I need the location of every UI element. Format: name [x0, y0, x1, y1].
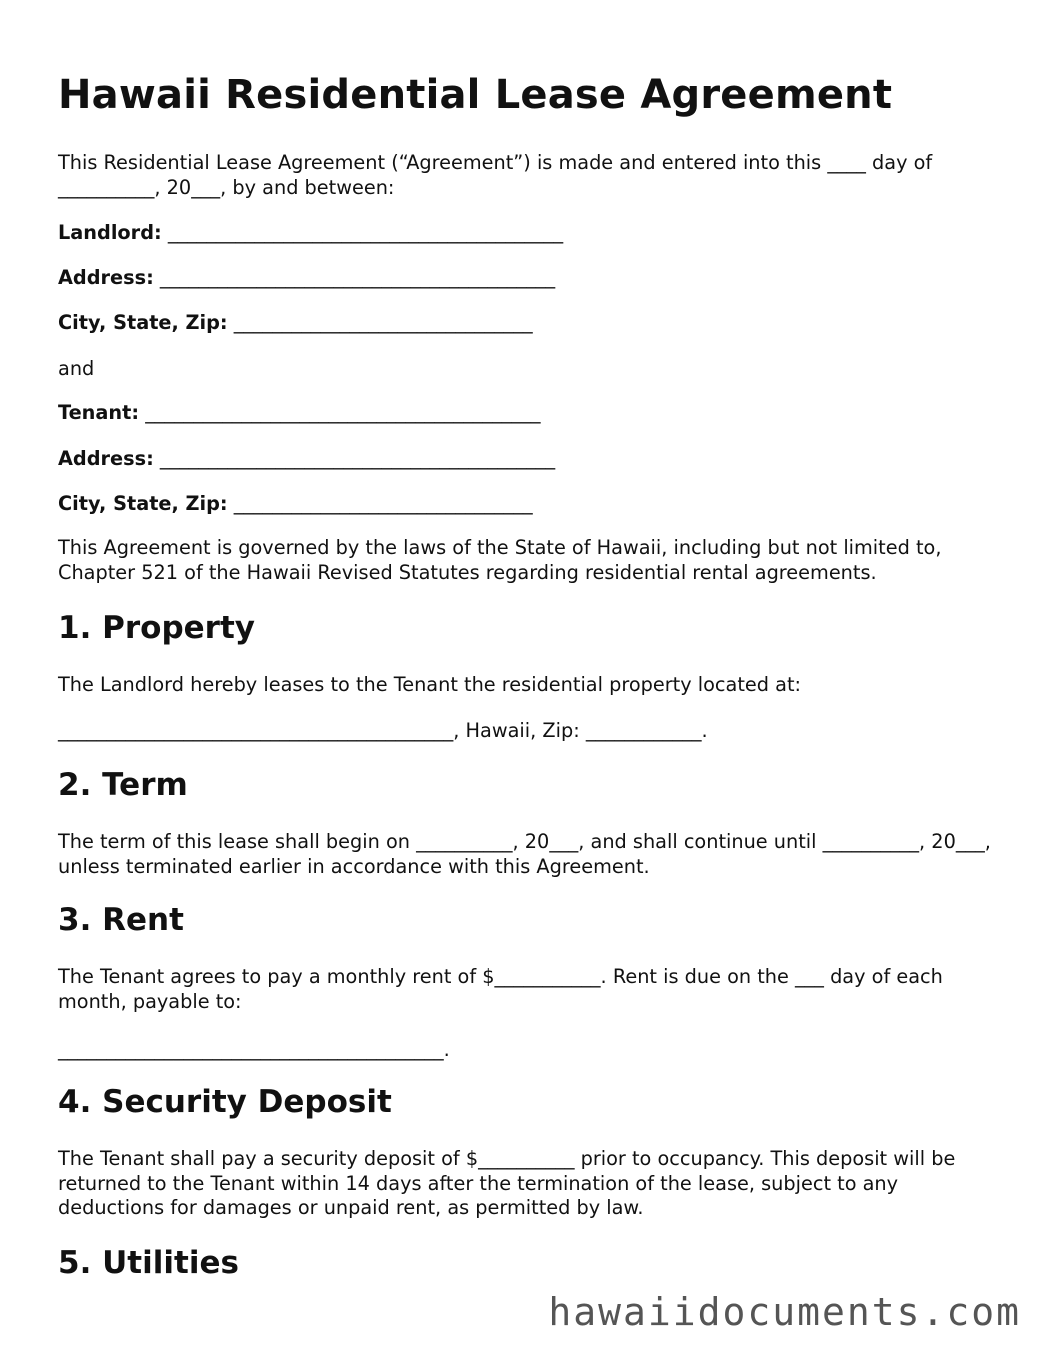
section-rent-heading: 3. Rent	[58, 902, 184, 938]
section-property-heading: 1. Property	[58, 610, 255, 646]
landlord-name-blank: _________________________________________	[167, 221, 564, 244]
landlord-city-state-zip-field	[58, 311, 533, 335]
tenant-name-label: Tenant:	[58, 401, 140, 424]
section-utilities-heading: 5. Utilities	[58, 1245, 239, 1281]
governing-law-paragraph: This Agreement is governed by the laws of the State of Hawaii, including but not limited to, Chapter 521 of the Hawaii Revised Statutes regarding residential rental agreements.	[58, 536, 942, 584]
landlord-address-label: Address:	[58, 266, 154, 289]
landlord-name-label: Landlord:	[58, 221, 162, 244]
tenant-city-state-zip-field	[58, 492, 533, 516]
landlord-name-field	[58, 221, 563, 245]
landlord-address-field	[58, 266, 555, 290]
tenant-name-field	[58, 401, 540, 425]
section-term-heading: 2. Term	[58, 767, 188, 803]
landlord-csz-blank: _______________________________	[233, 311, 533, 334]
section-term-text: The term of this lease shall begin on __________, 20___, and shall continue until __________, 20___, unless terminated earlier in accordance with this Agreement.	[58, 830, 991, 878]
tenant-csz-label: City, State, Zip:	[58, 492, 228, 515]
section-security-deposit-heading: 4. Security Deposit	[58, 1084, 392, 1120]
tenant-address-label: Address:	[58, 447, 154, 470]
document-title: Hawaii Residential Lease Agreement	[58, 72, 893, 118]
landlord-address-blank: _________________________________________	[159, 266, 556, 289]
tenant-address-blank: _________________________________________	[159, 447, 556, 470]
intro-paragraph: This Residential Lease Agreement (“Agreement”) is made and entered into this ____ day of __________, 20___, by and between:	[58, 151, 933, 199]
section-property-text: The Landlord hereby leases to the Tenant the residential property located at:	[58, 673, 802, 696]
site-watermark: hawaiidocuments.com	[548, 1290, 1021, 1334]
rent-payee-line: ________________________________________.	[58, 1038, 450, 1061]
and-text: and	[58, 357, 95, 380]
tenant-csz-blank: _______________________________	[233, 492, 533, 515]
tenant-address-field	[58, 447, 555, 471]
property-address-line: _________________________________________, Hawaii, Zip: ____________.	[58, 719, 708, 742]
section-rent-text: The Tenant agrees to pay a monthly rent of $___________. Rent is due on the ___ day of each month, payable to:	[58, 965, 943, 1013]
tenant-name-blank: _________________________________________	[145, 401, 541, 424]
landlord-csz-label: City, State, Zip:	[58, 311, 228, 334]
section-security-deposit-text: The Tenant shall pay a security deposit of $__________ prior to occupancy. This deposit will be returned to the Tenant within 14 days after the termination of the lease, subject to any deductions for damages or unpaid rent, as permitted by law.	[58, 1147, 956, 1219]
